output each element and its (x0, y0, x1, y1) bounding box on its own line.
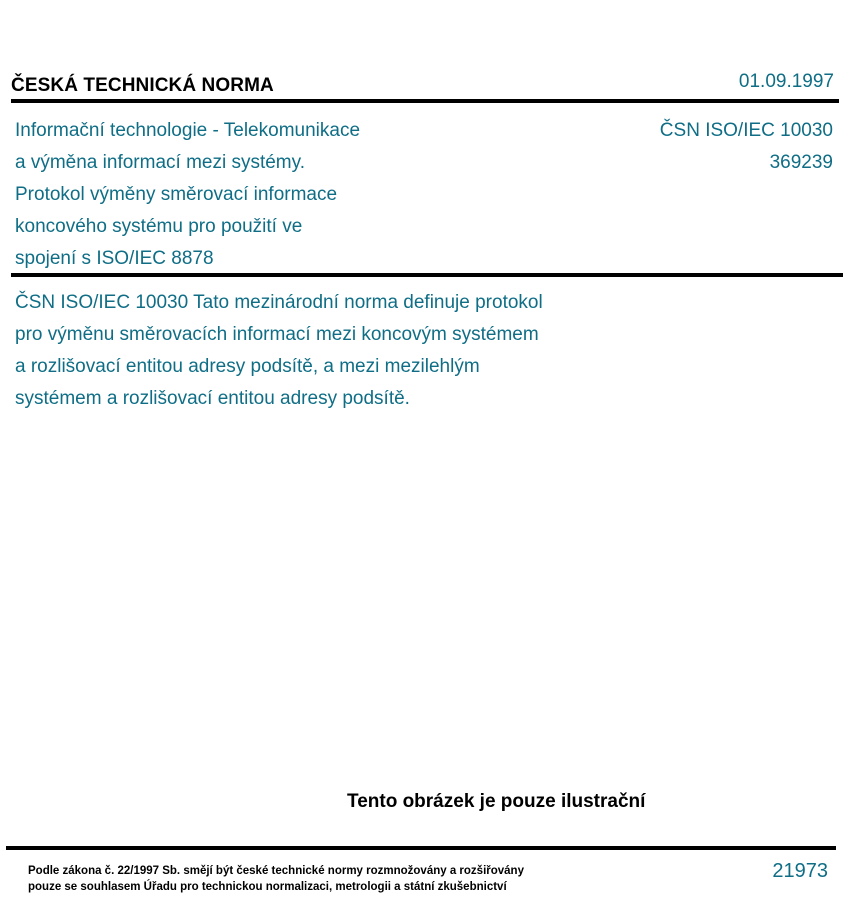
standard-code: ČSN ISO/IEC 10030 (659, 120, 833, 141)
classification-number: 369239 (769, 152, 833, 173)
title-line: Informační technologie - Telekomunikace (15, 120, 361, 141)
legal-line: pouze se souhlasem Úřadu pro technickou normalizaci, metrologii a státní zkušebnictví (28, 881, 507, 893)
abstract-line: systémem a rozlišovací entitou adresy podsítě. (15, 388, 410, 409)
footer-divider (6, 846, 836, 850)
legal-notice (28, 863, 524, 895)
title-divider (11, 273, 843, 277)
document-title (15, 115, 435, 275)
legal-line: Podle zákona č. 22/1997 Sb. smějí být české technické normy rozmnožovány a rozšiřovány (28, 865, 524, 877)
title-line: spojení s ISO/IEC 8878 (15, 248, 214, 269)
abstract-line: ČSN ISO/IEC 10030 Tato mezinárodní norma definuje protokol (15, 292, 543, 313)
page-heading: ČESKÁ TECHNICKÁ NORMA (11, 75, 274, 96)
header-divider (11, 99, 839, 103)
illustration-note: Tento obrázek je pouze ilustrační (347, 791, 646, 812)
abstract-line: a rozlišovací entitou adresy podsítě, a mezi mezilehlým (15, 356, 480, 377)
abstract-line: pro výměnu směrovacích informací mezi koncovým systémem (15, 324, 539, 345)
catalog-number: 21973 (772, 860, 828, 882)
title-line: a výměna informací mezi systémy. (15, 152, 306, 173)
standard-identifiers (660, 115, 833, 179)
publication-date: 01.09.1997 (738, 71, 834, 92)
abstract-text (15, 287, 635, 415)
title-line: koncového systému pro použití ve (15, 216, 303, 237)
title-line: Protokol výměny směrovací informace (15, 184, 338, 205)
